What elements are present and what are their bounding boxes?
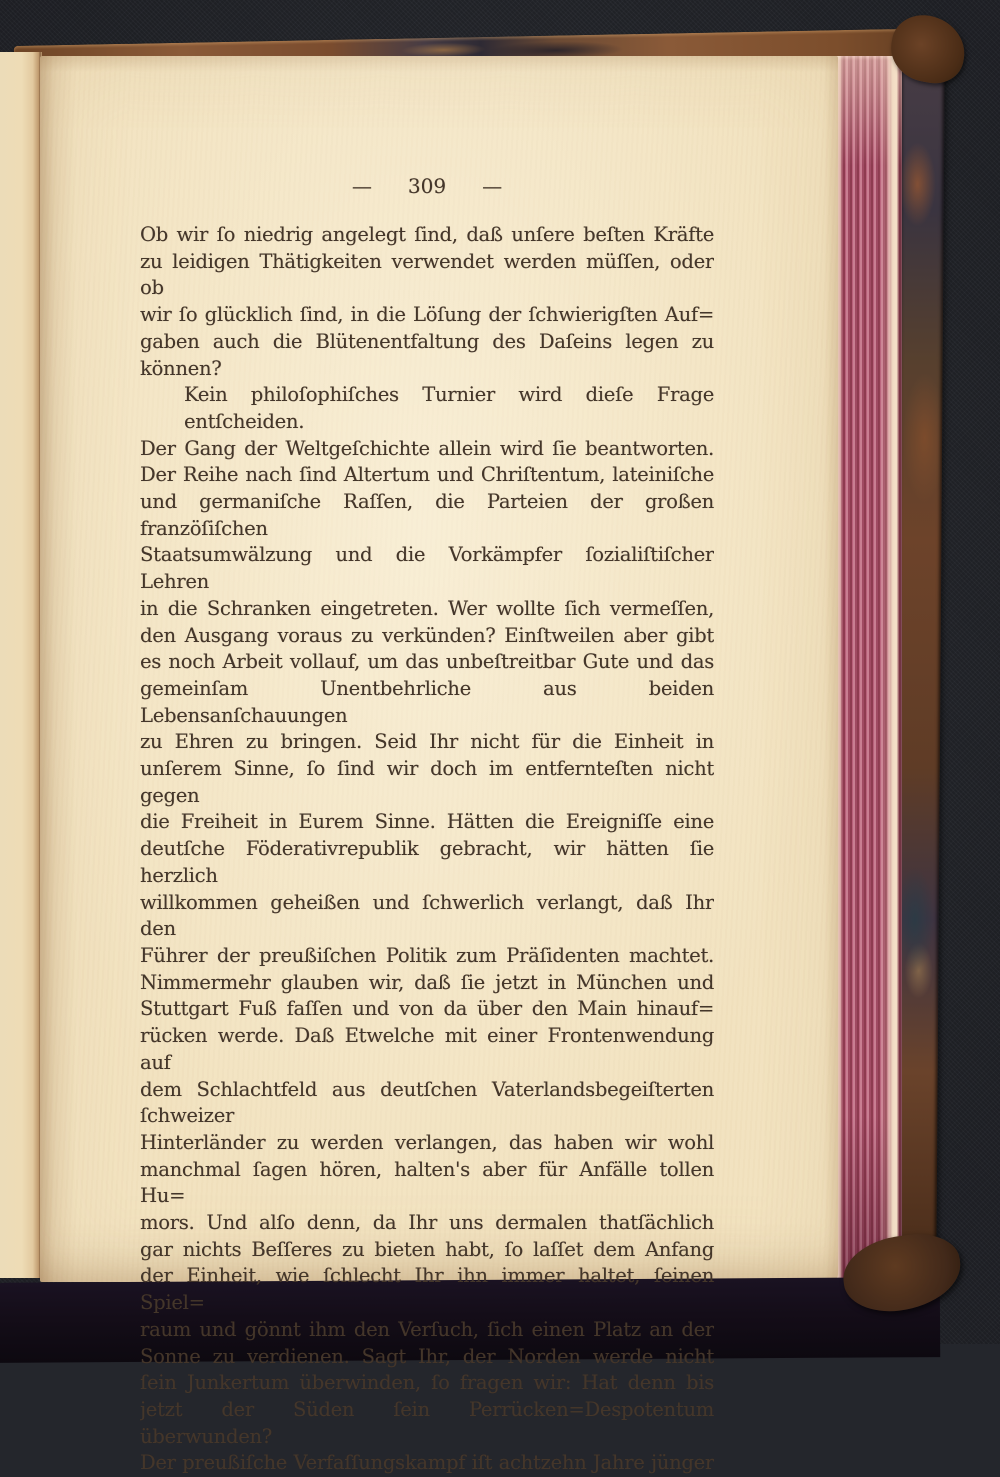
text-line: deutſche Föderativrepublik gebracht, wir hätten ſie herzlich xyxy=(140,837,714,887)
text-line: die Freiheit in Eurem Sinne. Hätten die Ereigniſſe eine xyxy=(140,810,714,834)
header-left-dash: — xyxy=(351,174,372,198)
text-line: ſein Junkertum überwinden, ſo fragen wir: Hat denn bis xyxy=(140,1371,714,1395)
text-line: Stuttgart Fuß faſſen und von da über den Main hinauf= xyxy=(140,997,714,1021)
text-line: manchmal ſagen hören, halten's aber für Anfälle tollen Hu= xyxy=(140,1157,714,1208)
page-number: 309 xyxy=(407,174,447,198)
text-line: Sonne zu verdienen. Sagt Ihr, der Norden werde nicht xyxy=(140,1344,714,1368)
text-line: rücken werde. Daß Etwelche mit einer Frontenwendung auf xyxy=(140,1024,714,1074)
text-line: Ob wir ſo niedrig angelegt ſind, daß unſere beſten Kräfte xyxy=(140,223,714,246)
text-line: unſerem Sinne, ſo ſind wir doch im entfernteſten nicht gegen xyxy=(140,757,714,807)
book-fore-edge-leaves xyxy=(836,56,902,1288)
page-header xyxy=(140,174,714,198)
text-line: Kein philoſophiſches Turnier wird dieſe Frage entſcheiden. xyxy=(184,383,714,433)
text-line: jetzt der Süden ſein Perrücken=Despotentum überwunden? xyxy=(140,1397,714,1448)
text-line: dem Schlachtfeld aus deutſchen Vaterlandsbegeiſterten ſchweizer xyxy=(140,1077,714,1128)
text-line: mors. Und alſo denn, da Ihr uns dermalen thatſächlich xyxy=(140,1211,714,1235)
text-line: gemeinſam Unentbehrliche aus beiden Lebensanſchauungen xyxy=(140,676,714,727)
body-text-block xyxy=(140,222,714,1477)
text-line: in die Schranken eingetreten. Wer wollte ſich vermeſſen, xyxy=(140,596,714,620)
text-line: gaben auch die Blütenentfaltung des Daſeins legen zu xyxy=(140,329,714,353)
text-line: zu leidigen Thätigkeiten verwendet werden müſſen, oder ob xyxy=(140,249,714,300)
text-line: der Einheit, wie ſchlecht Ihr ihn immer haltet, ſeinen Spiel= xyxy=(140,1264,714,1315)
text-line: Der Gang der Weltgeſchichte allein wird ſie beantworten. xyxy=(140,436,714,460)
text-line: den Ausgang voraus zu verkünden? Einſtweilen aber gibt xyxy=(140,623,714,647)
header-right-dash: — xyxy=(482,174,503,198)
text-line: gar nichts Beſſeres zu bieten habt, ſo laſſet dem Anfang xyxy=(140,1237,714,1261)
book-gutter-left-page xyxy=(0,52,42,1278)
text-line: es noch Arbeit vollauf, um das unbeſtreitbar Gute und das xyxy=(140,650,714,674)
text-line: Der Reihe nach ſind Altertum und Chriſtentum, lateiniſche xyxy=(140,463,714,487)
text-line: wir ſo glücklich ſind, in die Löſung der ſchwierigſten Auf= xyxy=(140,303,714,327)
text-line: und germaniſche Raſſen, die Parteien der großen franzöſiſchen xyxy=(140,490,714,540)
text-line: zu Ehren zu bringen. Seid Ihr nicht für die Einheit in xyxy=(140,730,714,754)
text-line: können? xyxy=(140,356,222,380)
text-line: Nimmermehr glauben wir, daß ſie jetzt in München und xyxy=(140,970,714,994)
text-line: Führer der preußiſchen Politik zum Präſidenten machtet. xyxy=(140,943,714,967)
text-line: Hinterländer zu werden verlangen, das haben wir wohl xyxy=(140,1130,714,1154)
text-line: Staatsumwälzung und die Vorkämpfer ſozialiſtiſcher Lehren xyxy=(140,543,714,594)
text-line: willkommen geheißen und ſchwerlich verlangt, daß Ihr den xyxy=(140,890,714,941)
text-line: raum und gönnt ihm den Verſuch, ſich einen Platz an der xyxy=(140,1317,714,1341)
text-line: Der preußiſche Verfaſſungskampf iſt achtzehn Jahre jünger xyxy=(140,1451,714,1475)
